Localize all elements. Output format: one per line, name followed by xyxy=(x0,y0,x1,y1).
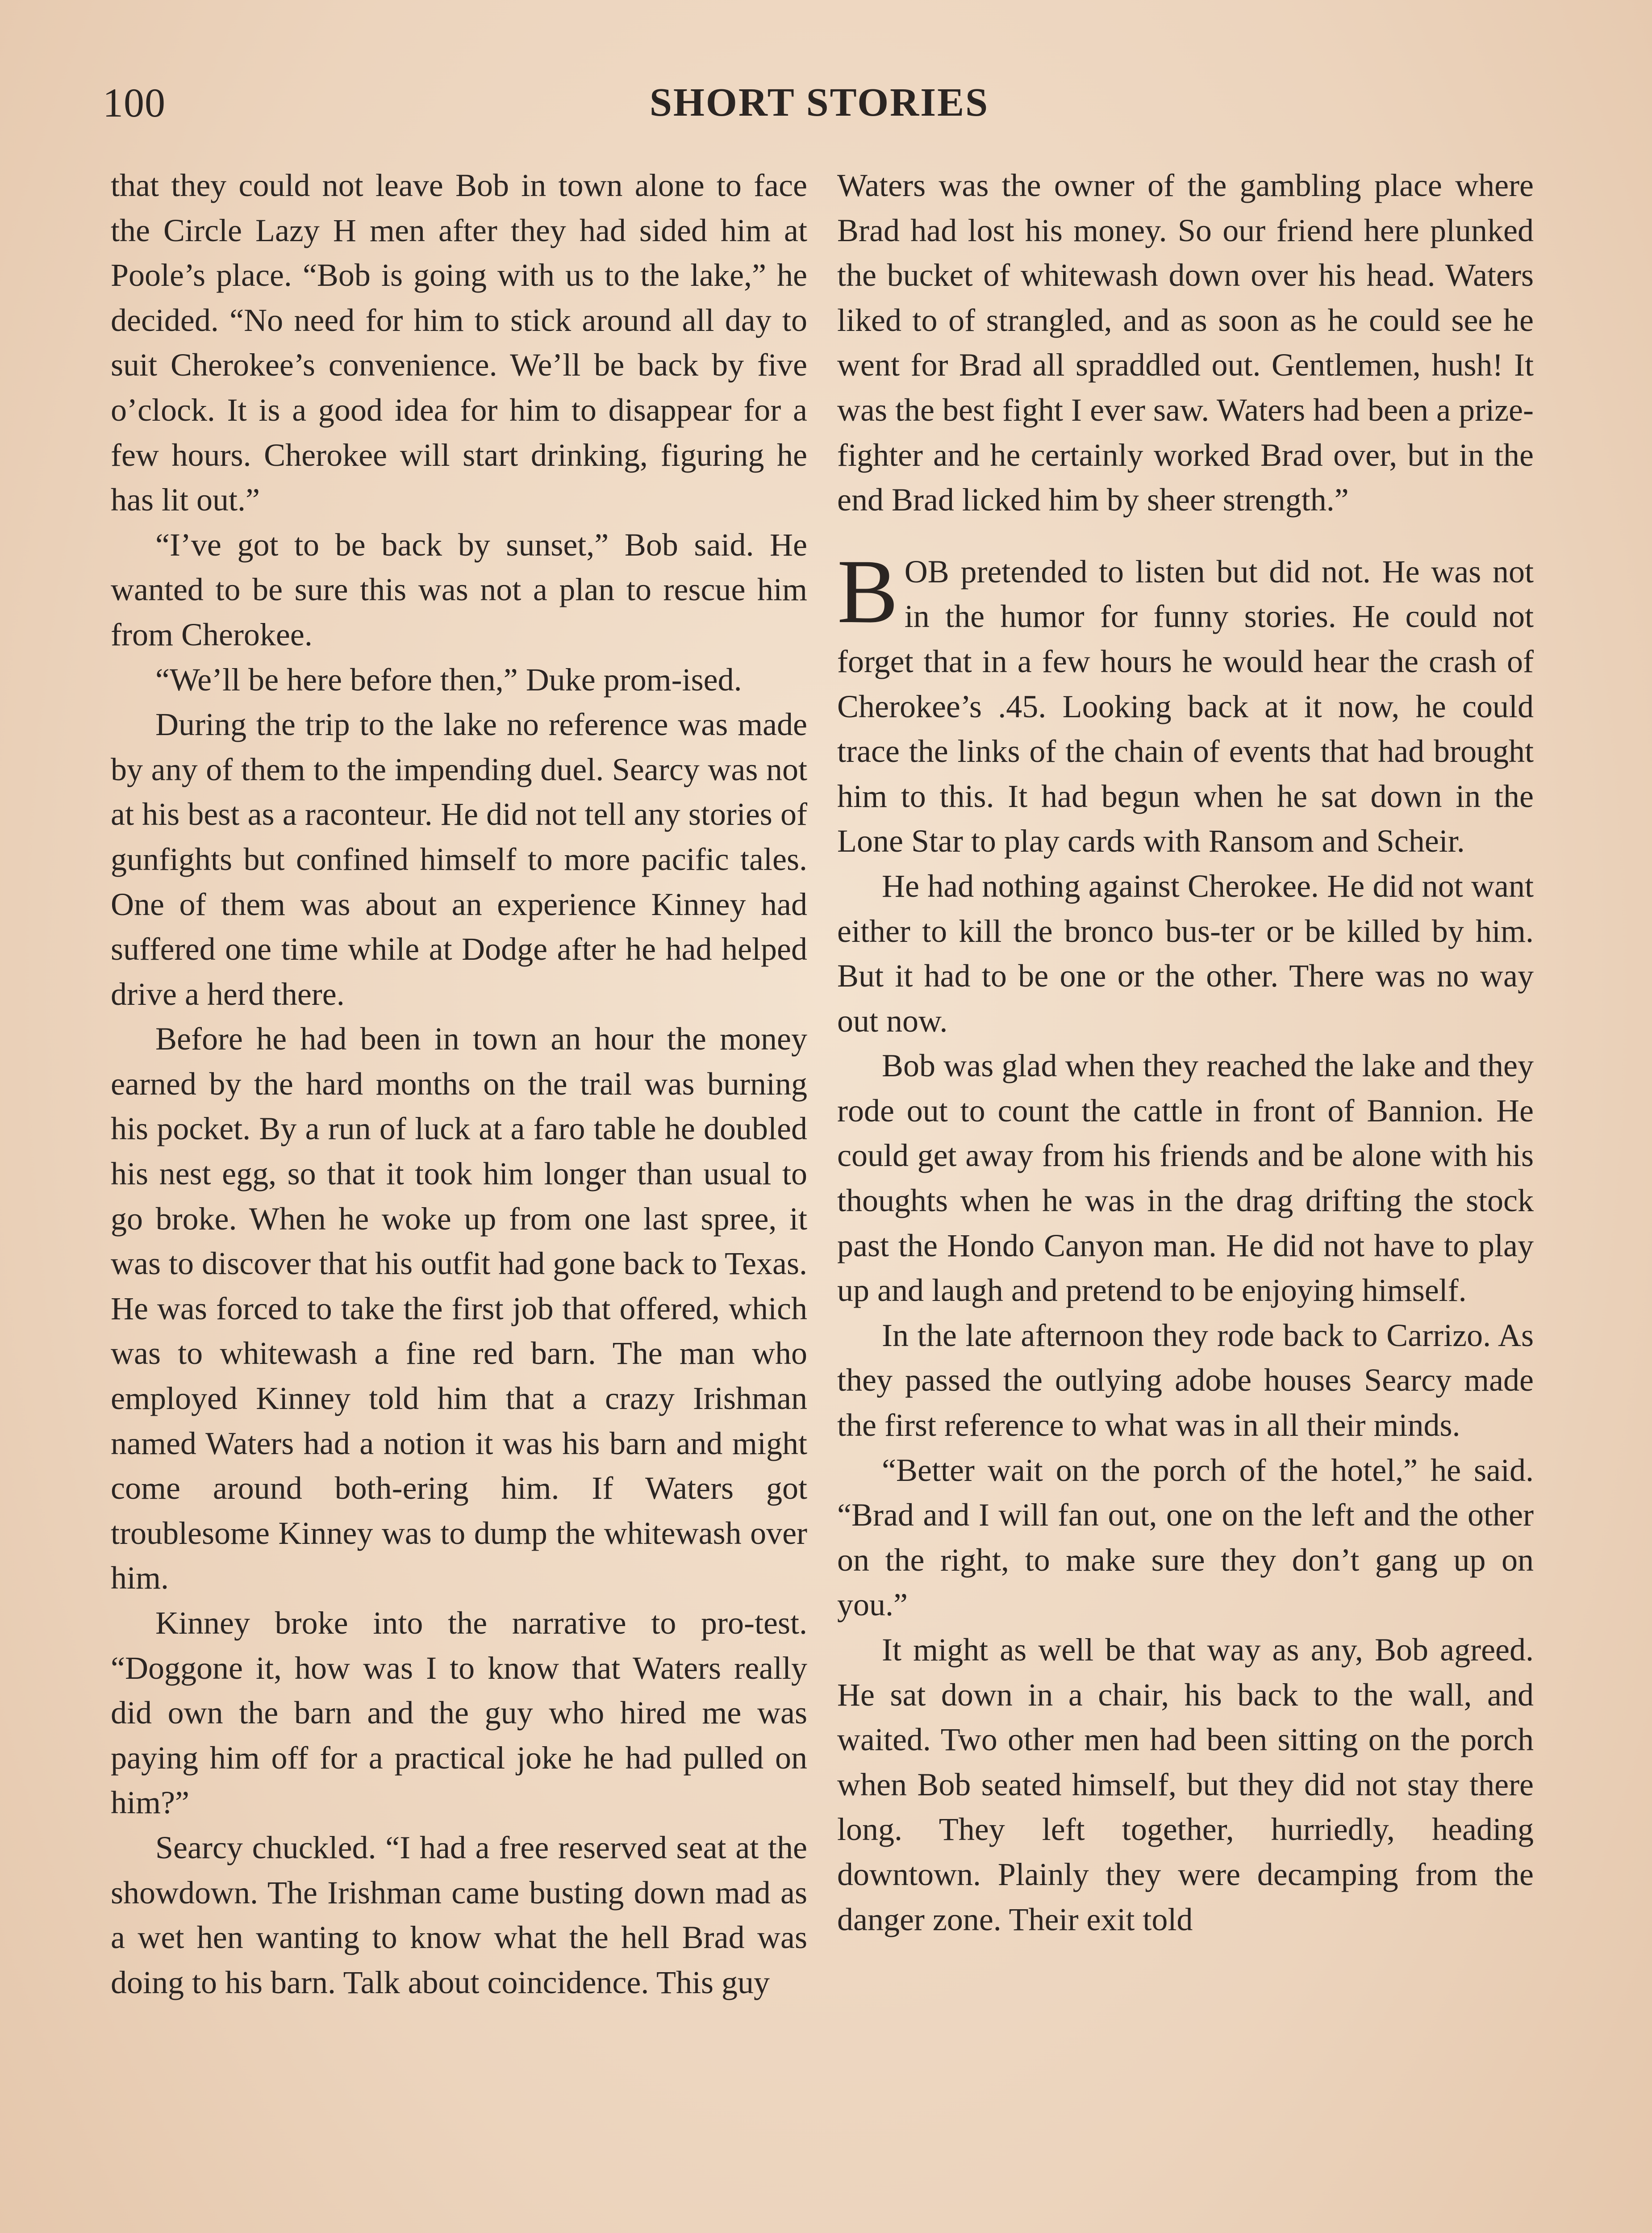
small-caps-lead: OB xyxy=(904,553,949,590)
left-column xyxy=(111,163,807,2005)
running-head: SHORT STORIES xyxy=(649,80,989,125)
paragraph: that they could not leave Bob in town alone to face the Circle Lazy H men after they had sided him at Poole’s place. “Bob is going with us to the lake,” he decided. “No need for him to stick around all day to suit Cherokee’s convenience. We’ll be back by five o’clock. It is a good idea for him to disappear for a few hours. Cherokee will start drinking, figuring he has lit out.” xyxy=(111,167,807,518)
paragraph: Kinney broke into the narrative to pro-test. “Doggone it, how was I to know that Waters really did own the barn and the guy who hired me was paying him off for a practical joke he had pulled on him?” xyxy=(111,1605,807,1821)
section-opening-paragraph xyxy=(837,540,1534,864)
paragraph: “We’ll be here before then,” Duke prom-ised. xyxy=(155,661,742,698)
paragraph: Searcy chuckled. “I had a free reserved seat at the showdown. The Irishman came busting down mad as a wet hen wanting to know what the hell Brad was doing to his barn. Talk about coincidence. This guy xyxy=(111,1829,807,2000)
paragraph-text: pretended to listen but did not. He was not in the humor for funny stories. He could not forget that in a few hours he would hear the crash of Cherokee’s .45. Looking back at it now, he could trace the links of the chain of events that had brought him to this. It had begun when he sat down in the Lone Star to play cards with Ransom and Scheir. xyxy=(837,553,1534,859)
right-column xyxy=(837,163,1534,1942)
paragraph: Bob was glad when they reached the lake and they rode out to count the cattle in front of Bannion. He could get away from his friends and be alone with his thoughts when he was in the drag drifting the stock past the Hondo Canyon man. He did not have to play up and laugh and pretend to be enjoying himself. xyxy=(837,1048,1534,1309)
page-header xyxy=(103,74,1536,132)
paragraph: In the late afternoon they rode back to Carrizo. As they passed the outlying adobe houses Searcy made the first reference to what was in all their minds. xyxy=(837,1317,1534,1443)
paragraph: It might as well be that way as any, Bob agreed. He sat down in a chair, his back to the wall, and waited. Two other men had been sitting on the porch when Bob seated himself, but they did not stay there long. They left together, hurriedly, heading downtown. Plainly they were decamping from the danger zone. Their exit told xyxy=(837,1632,1534,1937)
paragraph: Before he had been in town an hour the money earned by the hard months on the trail was burning his pocket. By a run of luck at a faro table he doubled his nest egg, so that it took him longer than usual to go broke. When he woke up from one last spree, it was to discover that his outfit had gone back to Texas. He was forced to take the first job that offered, which was to whitewash a fine red barn. The man who employed Kinney told him that a crazy Irishman named Waters had a notion it was his barn and might come around both-ering him. If Waters got troublesome Kinney was to dump the whitewash over him. xyxy=(111,1021,807,1596)
paragraph: Waters was the owner of the gambling place where Brad had lost his money. So our friend here plunked the bucket of whitewash down over his head. Waters liked to of strangled, and as soon as he could see he went for Brad all spraddled out. Gentlemen, hush! It was the best fight I ever saw. Waters had been a prize-fighter and he certainly worked Brad over, but in the end Brad licked him by sheer strength.” xyxy=(837,167,1534,518)
paragraph: During the trip to the lake no reference was made by any of them to the impending duel. Searcy was not at his best as a raconteur. He did not tell any stories of gunfights but confined himself to more pacific tales. One of them was about an experience Kinney had suffered one time while at Dodge after he had helped drive a herd there. xyxy=(111,707,807,1012)
paragraph: “Better wait on the porch of the hotel,” he said. “Brad and I will fan out, one on the left and the other on the right, to make sure they don’t gang up on you.” xyxy=(837,1452,1534,1623)
page-number: 100 xyxy=(103,80,166,125)
paragraph: He had nothing against Cherokee. He did not want either to kill the bronco bus-ter or be killed by him. But it had to be one or the other. There was no way out now. xyxy=(837,868,1534,1039)
paragraph: “I’ve got to be back by sunset,” Bob said. He wanted to be sure this was not a plan to rescue him from Cherokee. xyxy=(111,527,807,652)
drop-cap: B xyxy=(837,540,898,642)
